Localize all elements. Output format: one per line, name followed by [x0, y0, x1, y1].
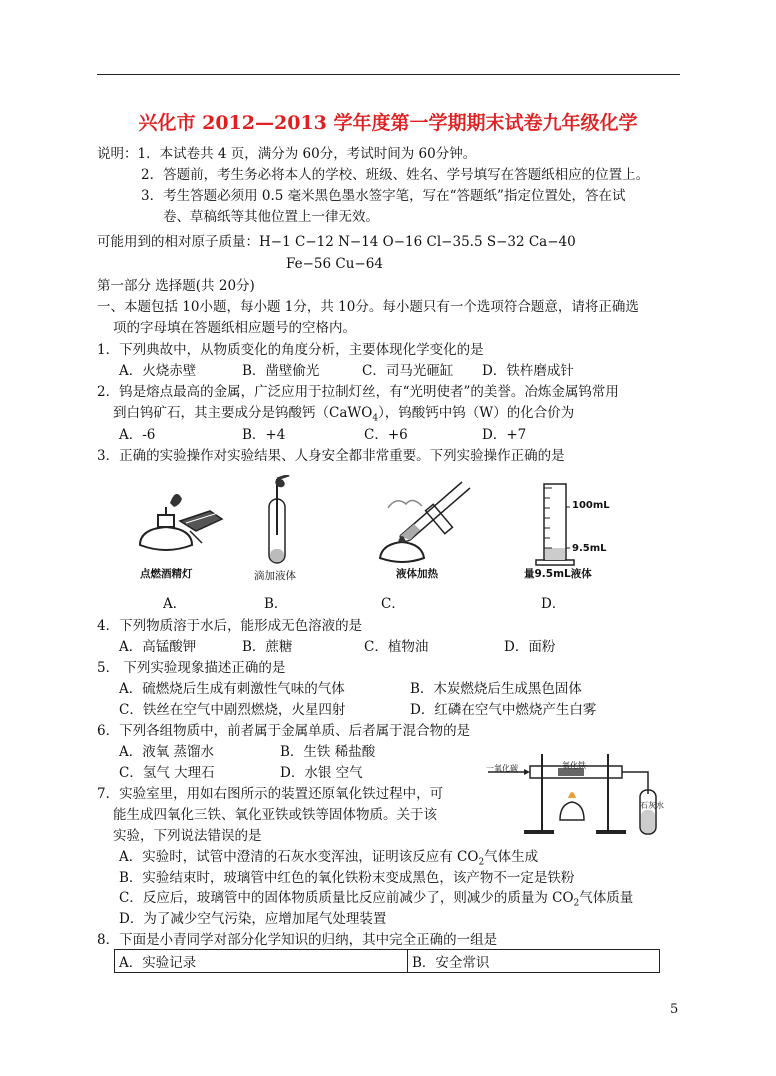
q6-option-c: C．氢气 大理石	[119, 765, 215, 781]
q5-option-d: D．红磷在空气中燃烧产生白雾	[410, 702, 597, 718]
q7-stem-3: 实验，下列说法错误的是	[113, 828, 262, 844]
q7-option-a-sub: 2	[478, 857, 485, 868]
exam-title: 兴化市 2012—2013 学年度第一学期期末试卷九年级化学	[138, 112, 638, 134]
q3-option-c: C．	[381, 596, 405, 612]
lighting-alcohol-lamp-figure	[130, 475, 230, 565]
q7-option-d: D．为了减少空气污染，应增加尾气处理装置	[119, 911, 387, 927]
q8-cell-a: A．实验记录	[115, 950, 408, 973]
q5-option-b: B．木炭燃烧后生成黑色固体	[410, 681, 582, 697]
q6-option-d: D．水银 空气	[280, 765, 363, 781]
q6-option-a: A．液氧 蒸馏水	[119, 744, 215, 760]
q7-option-a-tail: 气体生成	[484, 849, 539, 865]
q1-option-c: C．司马光砸缸	[362, 363, 454, 379]
q7-option-c-sub: 2	[573, 898, 580, 909]
iron-oxide-reduction-apparatus-figure	[484, 744, 680, 840]
note-line-2: 2．答题前，考生务必将本人的学校、班级、姓名、学号填写在答题纸相应的位置上。	[141, 167, 650, 183]
q3-option-a: A．	[163, 596, 187, 612]
q8-cell-b: B．安全常识	[408, 950, 660, 973]
fig-label-iron-oxide: 氧化铁	[562, 761, 586, 770]
q2-stem-2b: ），钨酸钙中钨（W）的化合价为	[378, 405, 575, 421]
q6-option-b: B．生铁 稀盐酸	[280, 744, 376, 760]
fig-label-limewater: 石灰水	[640, 801, 664, 810]
q2-subscript: 4	[372, 413, 379, 424]
heating-liquid-figure	[370, 478, 480, 568]
q1-option-b: B．凿壁偷光	[242, 363, 320, 379]
q4-option-a: A．高锰酸钾	[119, 639, 197, 655]
atomic-mass-line-1: 可能用到的相对原子质量：H−1 C−12 N−14 O−16 Cl−35.5 S−32 Ca−40	[97, 234, 576, 250]
section-intro-2: 项的字母填在答题纸相应题号的空格内。	[113, 320, 356, 336]
q6-stem: 6．下列各组物质中，前者属于金属单质、后者属于混合物的是	[97, 723, 471, 739]
q8-stem: 8．下面是小青同学对部分化学知识的归纳，其中完全正确的一组是	[97, 932, 498, 948]
q7-option-b: B．实验结束时，玻璃管中红色的氧化铁粉末变成黑色，该产物不一定是铁粉	[119, 870, 575, 886]
q8-table	[114, 949, 660, 973]
q5-option-c: C．铁丝在空气中剧烈燃烧，火星四射	[119, 702, 346, 718]
section-intro-1: 一、本题包括 10小题，每小题 1分，共 10分。每小题只有一个选项符合题意，请将正确选	[97, 299, 639, 315]
q3-stem: 3．正确的实验操作对实验结果、人身安全都非常重要。下列实验操作正确的是	[97, 448, 565, 464]
q7-stem-2: 能生成四氧化三铁、氧化亚铁或铁等固体物质。关于该	[113, 807, 437, 823]
atomic-mass-line-2: Fe−56 Cu−64	[286, 256, 383, 272]
q3-caption-d: 量9.5mL液体	[524, 568, 592, 580]
dropping-liquid-figure	[255, 475, 305, 570]
q2-option-d: D．+7	[482, 427, 527, 443]
q7-option-c-text: C．反应后，玻璃管中的固体物质质量比反应前减少了，则减少的质量为 CO	[119, 890, 574, 906]
q3-caption-a: 点燃酒精灯	[140, 568, 193, 580]
fig-label-co: 一氧化碳	[486, 764, 518, 773]
graduated-cylinder-figure	[530, 478, 620, 568]
q2-stem-1: 2．钨是熔点最高的金属，广泛应用于拉制灯丝，有“光明使者”的美誉。冶炼金属钨常用	[97, 384, 619, 400]
header-rule	[97, 74, 680, 75]
q2-stem-2a: 到白钨矿石，其主要成分是钨酸钙（CaWO	[113, 405, 373, 421]
q4-option-c: C．植物油	[364, 639, 429, 655]
q3-caption-c: 液体加热	[396, 568, 438, 580]
q2-option-b: B．+4	[242, 427, 286, 443]
q7-option-a-text: A．实验时，试管中澄清的石灰水变浑浊，证明该反应有 CO	[119, 849, 479, 865]
section-heading: 第一部分 选择题(共 20分)	[97, 278, 255, 294]
q4-option-d: D．面粉	[504, 639, 556, 655]
q5-stem: 5． 下列实验现象描述正确的是	[97, 660, 286, 676]
cylinder-label-9-5ml: 9.5mL	[572, 543, 607, 554]
q3-caption-b: 滴加液体	[254, 570, 296, 582]
q7-stem-1: 7．实验室里，用如右图所示的装置还原氧化铁过程中，可	[97, 786, 444, 802]
q1-option-a: A．火烧赤壁	[119, 363, 197, 379]
q4-stem: 4．下列物质溶于水后，能形成无色溶液的是	[97, 618, 363, 634]
q1-option-d: D．铁杵磨成针	[482, 363, 574, 379]
note-line-3: 3．考生答题必须用 0.5 毫米黑色墨水签字笔，写在“答题纸”指定位置处，答在试	[141, 188, 626, 204]
q3-option-d: D．	[541, 596, 566, 612]
q3-option-b: B．	[264, 596, 288, 612]
q5-option-a: A．硫燃烧后生成有刺激性气味的气体	[119, 681, 345, 697]
cylinder-label-100ml: 100mL	[572, 500, 610, 511]
q4-option-b: B．蔗糖	[242, 639, 293, 655]
note-line-4: 卷、草稿纸等其他位置上一律无效。	[163, 209, 379, 225]
q2-option-c: C．+6	[364, 427, 408, 443]
note-line-1: 说明：1．本试卷共 4 页，满分为 60分，考试时间为 60分钟。	[97, 146, 477, 162]
q2-option-a: A．-6	[119, 427, 156, 443]
table-row	[115, 950, 660, 973]
q1-stem: 1．下列典故中，从物质变化的角度分析，主要体现化学变化的是	[97, 342, 484, 358]
page-number: 5	[670, 1002, 679, 1017]
q7-option-c-tail: 气体质量	[579, 890, 634, 906]
